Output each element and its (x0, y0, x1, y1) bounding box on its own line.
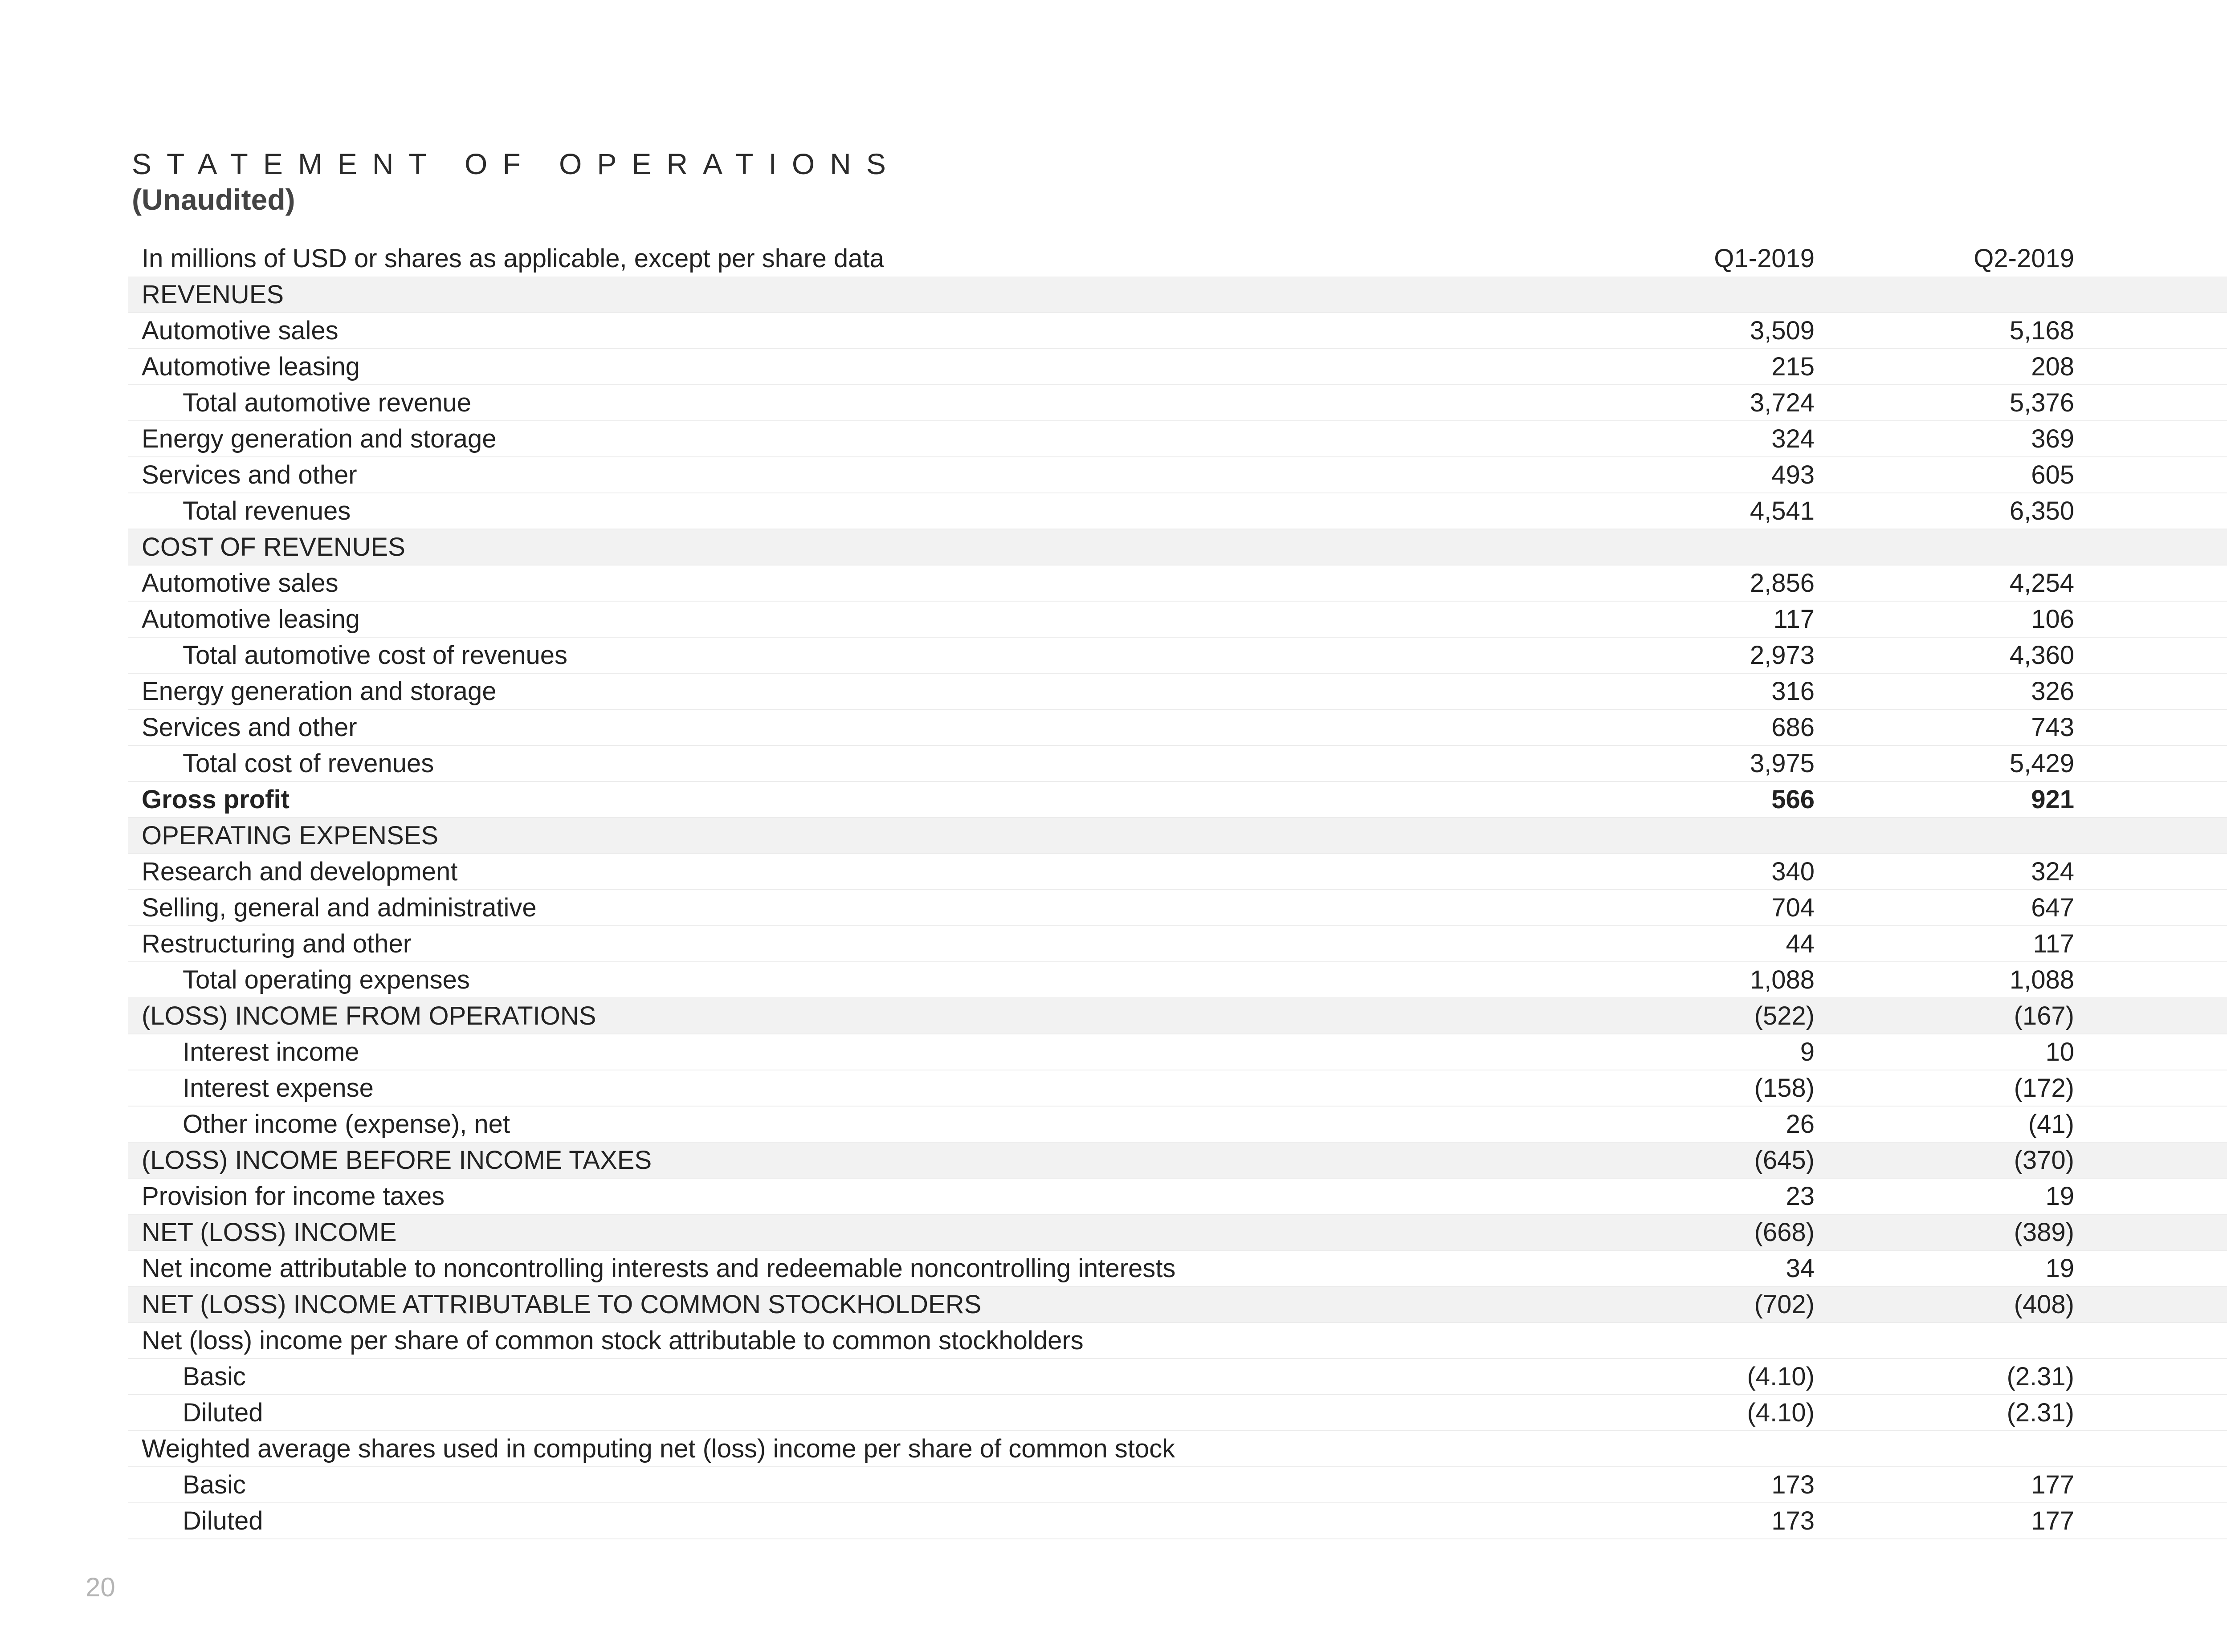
table-row (128, 349, 2227, 385)
table-row (128, 1178, 2227, 1214)
cell-value: 2,856 (1568, 565, 1828, 601)
cell-value: 19 (1828, 1250, 2088, 1286)
cell-value: 369 (1828, 421, 2088, 457)
cell-value: 4,541 (1568, 493, 1828, 529)
cell-value: (4.10) (1568, 1395, 1828, 1431)
row-label: Selling, general and administrative (128, 890, 1568, 926)
row-label: Other income (expense), net (128, 1106, 1568, 1142)
row-label: Provision for income taxes (128, 1178, 1568, 1214)
cell-value: (389) (1828, 1214, 2088, 1250)
table-row (128, 1070, 2227, 1106)
row-label: Total automotive cost of revenues (128, 637, 1568, 673)
cell-value: 743 (1828, 709, 2088, 745)
cell-value: 340 (1568, 854, 1828, 890)
cell-value: (2.31) (1828, 1359, 2088, 1395)
cell-value: 566 (1568, 781, 1828, 818)
table-row (128, 745, 2227, 781)
cell-value: 3,724 (1568, 385, 1828, 421)
table-row (128, 385, 2227, 421)
table-row (128, 601, 2227, 637)
row-label: Interest income (128, 1034, 1568, 1070)
cell-value (2088, 457, 2227, 493)
cell-value (2088, 998, 2227, 1034)
cell-value: 5,168 (1828, 313, 2088, 349)
table-header-row (128, 240, 2227, 277)
table-row (128, 565, 2227, 601)
cell-value: 324 (1828, 854, 2088, 890)
header-units-label: In millions of USD or shares as applicable, except per share data (142, 244, 884, 273)
table-row (128, 962, 2227, 998)
cell-value (2088, 529, 2227, 565)
cell-value (2088, 1250, 2227, 1286)
row-label: Interest expense (128, 1070, 1568, 1106)
page-number: 20 (86, 1572, 115, 1602)
cell-value: 647 (1828, 890, 2088, 926)
cell-value (2088, 745, 2227, 781)
cell-value: 921 (1828, 781, 2088, 818)
table-row (128, 926, 2227, 962)
row-label: Energy generation and storage (128, 421, 1568, 457)
table-row (128, 1214, 2227, 1250)
cell-value (2088, 385, 2227, 421)
row-label: NET (LOSS) INCOME ATTRIBUTABLE TO COMMON STOCKHOLDERS (128, 1286, 1568, 1322)
table-row (128, 818, 2227, 854)
row-label: Basic (128, 1467, 1568, 1503)
row-label: Restructuring and other (128, 926, 1568, 962)
cell-value: 4,360 (1828, 637, 2088, 673)
cell-value: 208 (1828, 349, 2088, 385)
row-label: Total automotive revenue (128, 385, 1568, 421)
cell-value: 1,088 (1568, 962, 1828, 998)
table-row (128, 313, 2227, 349)
cell-value (1828, 1431, 2088, 1467)
cell-value (1568, 1322, 1828, 1359)
cell-value: 605 (1828, 457, 2088, 493)
row-label: Automotive sales (128, 313, 1568, 349)
cell-value (1828, 818, 2088, 854)
page-title: STATEMENT OF OPERATIONS (132, 147, 901, 180)
table-row (128, 1250, 2227, 1286)
row-label: Services and other (128, 709, 1568, 745)
cell-value: 686 (1568, 709, 1828, 745)
table-row (128, 709, 2227, 745)
row-label: Total operating expenses (128, 962, 1568, 998)
table-row (128, 1503, 2227, 1539)
table-row (128, 1395, 2227, 1431)
table-row (128, 421, 2227, 457)
cell-value: 2,973 (1568, 637, 1828, 673)
cell-value: 26 (1568, 1106, 1828, 1142)
cell-value: 4,254 (1828, 565, 2088, 601)
table-row (128, 529, 2227, 565)
table-body (128, 277, 2227, 1539)
cell-value (2088, 1322, 2227, 1359)
cell-value: 324 (1568, 421, 1828, 457)
cell-value: 5,376 (1828, 385, 2088, 421)
cell-value: (645) (1568, 1142, 1828, 1178)
cell-value: 23 (1568, 1178, 1828, 1214)
table-row (128, 998, 2227, 1034)
row-label: (LOSS) INCOME FROM OPERATIONS (128, 998, 1568, 1034)
row-label: OPERATING EXPENSES (128, 818, 1568, 854)
cell-value: (158) (1568, 1070, 1828, 1106)
cell-value (2088, 1431, 2227, 1467)
cell-value: 19 (1828, 1178, 2088, 1214)
cell-value: (522) (1568, 998, 1828, 1034)
row-label: Total cost of revenues (128, 745, 1568, 781)
cell-value: 177 (1828, 1467, 2088, 1503)
cell-value: 10 (1828, 1034, 2088, 1070)
cell-value: (408) (1828, 1286, 2088, 1322)
cell-value (2088, 926, 2227, 962)
cell-value (2088, 1395, 2227, 1431)
cell-value (2088, 854, 2227, 890)
cell-value (1568, 1431, 1828, 1467)
cell-value: 44 (1568, 926, 1828, 962)
row-label: NET (LOSS) INCOME (128, 1214, 1568, 1250)
cell-value (1828, 277, 2088, 313)
column-header: Q1-2019 (1714, 244, 1815, 273)
table-row (128, 1034, 2227, 1070)
row-label: Weighted average shares used in computing net (loss) income per share of common stock (128, 1431, 1568, 1467)
cell-value: (702) (1568, 1286, 1828, 1322)
row-label: Automotive leasing (128, 601, 1568, 637)
cell-value: 117 (1568, 601, 1828, 637)
table-row (128, 854, 2227, 890)
row-label: (LOSS) INCOME BEFORE INCOME TAXES (128, 1142, 1568, 1178)
cell-value (2088, 421, 2227, 457)
cell-value (2088, 962, 2227, 998)
cell-value (2088, 1359, 2227, 1395)
table-row (128, 1106, 2227, 1142)
cell-value (2088, 1142, 2227, 1178)
cell-value: (370) (1828, 1142, 2088, 1178)
cell-value: 5,429 (1828, 745, 2088, 781)
cell-value (2088, 709, 2227, 745)
cell-value (2088, 1106, 2227, 1142)
cell-value: 117 (1828, 926, 2088, 962)
row-label: Net income attributable to noncontrolling interests and redeemable noncontrolling interests (128, 1250, 1568, 1286)
cell-value (2088, 673, 2227, 709)
statement-table (128, 240, 2227, 1539)
table-row (128, 637, 2227, 673)
cell-value (2088, 818, 2227, 854)
cell-value: 6,350 (1828, 493, 2088, 529)
table-row (128, 457, 2227, 493)
row-label: Services and other (128, 457, 1568, 493)
cell-value (2088, 565, 2227, 601)
cell-value (2088, 890, 2227, 926)
table-row (128, 673, 2227, 709)
table-row (128, 277, 2227, 313)
cell-value: 704 (1568, 890, 1828, 926)
cell-value (2088, 1034, 2227, 1070)
cell-value: 1,088 (1828, 962, 2088, 998)
cell-value: 316 (1568, 673, 1828, 709)
cell-value: (172) (1828, 1070, 2088, 1106)
cell-value (2088, 493, 2227, 529)
cell-value (2088, 781, 2227, 818)
cell-value (1568, 529, 1828, 565)
cell-value: (4.10) (1568, 1359, 1828, 1395)
cell-value: 326 (1828, 673, 2088, 709)
cell-value (2088, 601, 2227, 637)
row-label: Automotive leasing (128, 349, 1568, 385)
cell-value (2088, 1070, 2227, 1106)
cell-value (2088, 1467, 2227, 1503)
table-row (128, 890, 2227, 926)
row-label: Gross profit (128, 781, 1568, 818)
cell-value: 34 (1568, 1250, 1828, 1286)
row-label: Diluted (128, 1395, 1568, 1431)
row-label: Net (loss) income per share of common stock attributable to common stockholders (128, 1322, 1568, 1359)
cell-value: (41) (1828, 1106, 2088, 1142)
table-row (128, 781, 2227, 818)
cell-value: 177 (1828, 1503, 2088, 1539)
row-label: Total revenues (128, 493, 1568, 529)
cell-value: (668) (1568, 1214, 1828, 1250)
row-label: REVENUES (128, 277, 1568, 313)
cell-value: (167) (1828, 998, 2088, 1034)
cell-value: 173 (1568, 1503, 1828, 1539)
cell-value (2088, 313, 2227, 349)
table-row (128, 1431, 2227, 1467)
table-row (128, 1142, 2227, 1178)
table-row (128, 1359, 2227, 1395)
row-label: Basic (128, 1359, 1568, 1395)
cell-value (1828, 529, 2088, 565)
table-row (128, 1467, 2227, 1503)
cell-value: 9 (1568, 1034, 1828, 1070)
cell-value: 106 (1828, 601, 2088, 637)
page-subtitle: (Unaudited) (132, 183, 295, 216)
row-label: COST OF REVENUES (128, 529, 1568, 565)
cell-value (2088, 1178, 2227, 1214)
row-label: Automotive sales (128, 565, 1568, 601)
column-header: Q2-2019 (1974, 244, 2074, 273)
row-label: Research and development (128, 854, 1568, 890)
row-label: Diluted (128, 1503, 1568, 1539)
cell-value (1568, 818, 1828, 854)
cell-value (1828, 1322, 2088, 1359)
cell-value (2088, 1503, 2227, 1539)
table-row (128, 493, 2227, 529)
cell-value: 3,975 (1568, 745, 1828, 781)
cell-value: 3,509 (1568, 313, 1828, 349)
cell-value (2088, 277, 2227, 313)
cell-value: (2.31) (1828, 1395, 2088, 1431)
cell-value (2088, 637, 2227, 673)
row-label: Energy generation and storage (128, 673, 1568, 709)
cell-value (2088, 1214, 2227, 1250)
cell-value (2088, 1286, 2227, 1322)
table-row (128, 1322, 2227, 1359)
cell-value: 493 (1568, 457, 1828, 493)
column-header (2088, 240, 2227, 277)
cell-value (1568, 277, 1828, 313)
cell-value: 173 (1568, 1467, 1828, 1503)
cell-value (2088, 349, 2227, 385)
cell-value: 215 (1568, 349, 1828, 385)
table-row (128, 1286, 2227, 1322)
